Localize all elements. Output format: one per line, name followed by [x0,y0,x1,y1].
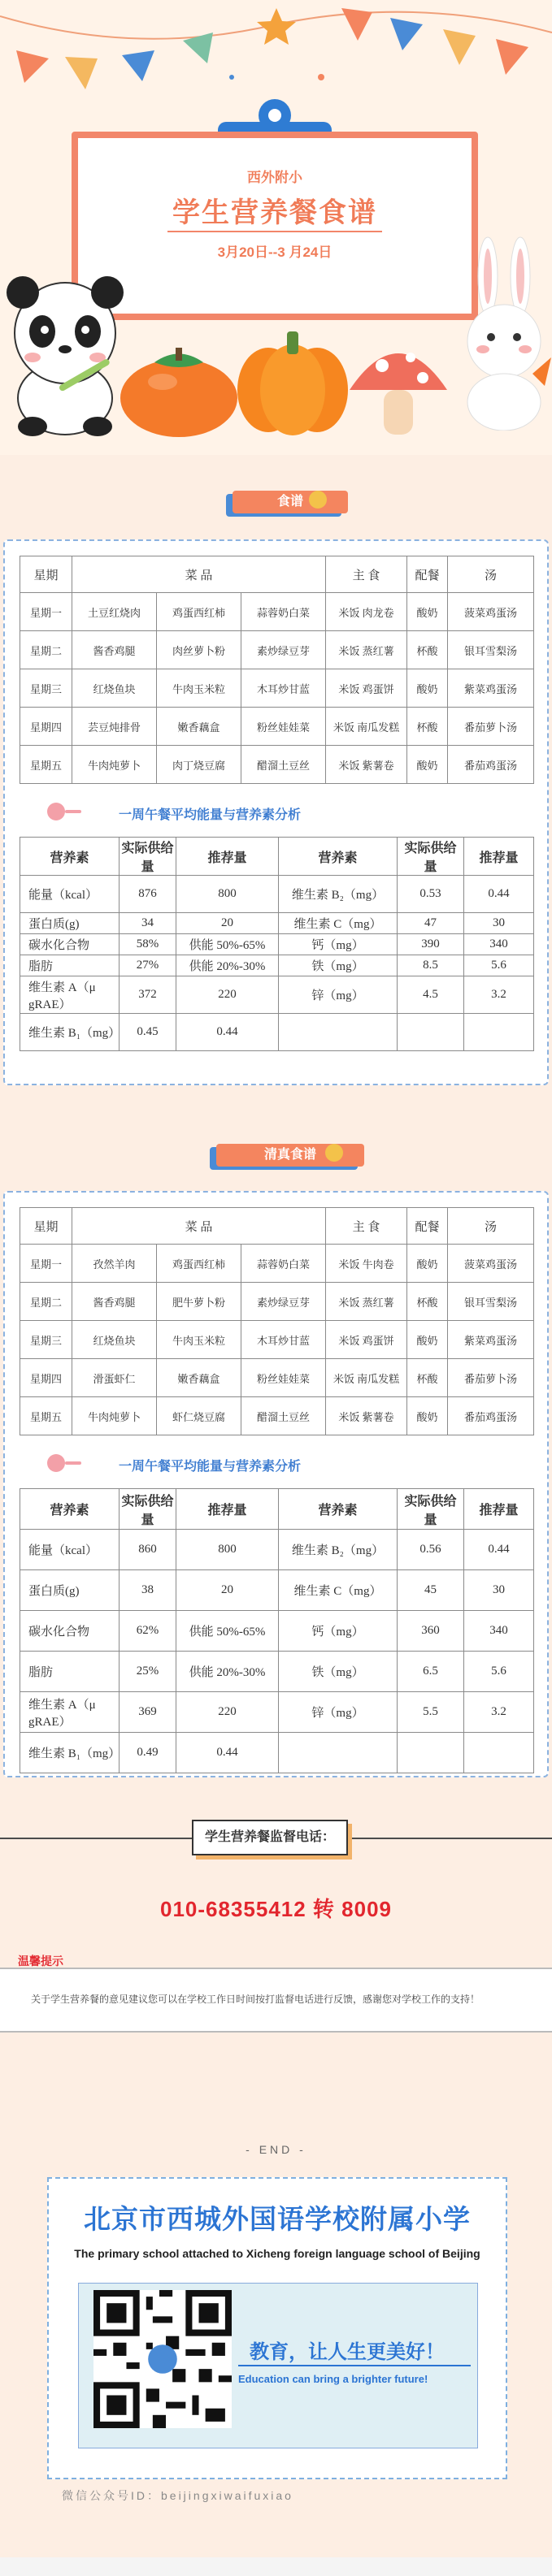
cell: 30 [464,913,534,934]
cell: 维生素 B₁（mg） [20,1014,120,1051]
cell: 25% [120,1652,176,1692]
table-row [20,913,534,934]
cell: 340 [464,934,534,955]
table-row [20,593,534,631]
analysis-title: 一周午餐平均能量与营养素分析 [119,808,302,822]
cell: 星期四 [20,708,72,746]
cell: 肉丝萝卜粉 [157,631,241,669]
cell: 蛋白质(g) [20,913,120,934]
cell: 360 [398,1611,464,1652]
header-cell: 实际供给量 [120,838,176,876]
header-cell: 推荐量 [464,1489,534,1530]
cell: 锌（mg） [279,976,398,1014]
leaf-icon [325,1144,343,1162]
cell: 酱香鸡腿 [72,1283,157,1321]
cell: 米饭 肉龙卷 [326,593,407,631]
cell: 酸奶 [407,1397,448,1435]
cell: 米饭 紫薯卷 [326,1397,407,1435]
cell: 木耳炒甘蓝 [241,669,326,708]
header-staple: 主 食 [326,556,407,593]
cell: 20 [176,913,279,934]
cell: 供能 50%-65% [176,1611,279,1652]
header-side: 配餐 [407,1208,448,1245]
cell: 番茄萝卜汤 [448,708,534,746]
table-row [20,669,534,708]
cell: 47 [398,913,464,934]
cell: 星期四 [20,1359,72,1397]
header-cell: 营养素 [20,1489,120,1530]
table-row [20,1397,534,1435]
cell: 滑蛋虾仁 [72,1359,157,1397]
cell: 3.2 [464,1692,534,1733]
cell: 米饭 紫薯卷 [326,746,407,784]
cell: 素炒绿豆芽 [241,631,326,669]
cell: 星期三 [20,669,72,708]
halal-menu-table [20,1207,534,1435]
tips-box [0,1968,552,2033]
nutrition-header-row [20,838,534,876]
cell: 369 [120,1692,176,1733]
cell: 酸奶 [407,1321,448,1359]
cell: 220 [176,976,279,1014]
cell: 肥牛萝卜粉 [157,1283,241,1321]
cell: 粉丝娃娃菜 [241,1359,326,1397]
cell: 维生素 A（μ gRAE） [20,1692,120,1733]
cell: 菠菜鸡蛋汤 [448,593,534,631]
cell: 20 [176,1570,279,1611]
table-row [20,1014,534,1051]
cell [398,1014,464,1051]
cell: 0.44 [464,876,534,913]
cell: 星期五 [20,746,72,784]
cell: 银耳雪梨汤 [448,631,534,669]
cell: 铁（mg） [279,1652,398,1692]
cell: 嫩香藕盒 [157,708,241,746]
header-cell: 营养素 [20,838,120,876]
cell: 牛肉炖萝卜 [72,1397,157,1435]
supervision-phone[interactable]: 010-68355412 转 8009 [159,1897,392,1921]
school-name: 北京市西城外国语学校附属小学 [84,2204,471,2234]
cell: 0.44 [176,1014,279,1051]
cell: 0.53 [398,876,464,913]
qr-code-icon[interactable] [93,2290,232,2428]
cell: 62% [120,1611,176,1652]
halal-nutrition-table [20,1488,534,1773]
bottom-bar [0,2557,552,2576]
cell: 杯酸 [407,1359,448,1397]
cell: 维生素 C（mg） [279,1570,398,1611]
cell: 维生素 C（mg） [279,913,398,934]
cell: 6.5 [398,1652,464,1692]
cell: 米饭 南瓜发糕 [326,708,407,746]
tips-tag: 温馨提示 [18,1955,63,1968]
date-range: 3月20日--3 月24日 [217,245,333,260]
cell: 杯酸 [407,631,448,669]
cell: 蒜蓉奶白菜 [241,593,326,631]
header-cell: 营养素 [279,1489,398,1530]
header-dishes: 菜 品 [72,1208,326,1245]
cell: 星期三 [20,1321,72,1359]
cell: 米饭 牛肉卷 [326,1245,407,1283]
cell: 星期二 [20,631,72,669]
header-banner [0,0,552,455]
bullet-icon [47,803,65,820]
page-title: 学生营养餐食谱 [172,197,377,228]
cell: 蒜蓉奶白菜 [241,1245,326,1283]
table-row [20,631,534,669]
cell: 372 [120,976,176,1014]
cell: 牛肉玉米粒 [157,669,241,708]
cell: 虾仁烧豆腐 [157,1397,241,1435]
cell: 杯酸 [407,708,448,746]
cell: 脂肪 [20,1652,120,1692]
cell: 0.44 [176,1733,279,1773]
cell [279,1733,398,1773]
header-cell: 营养素 [279,838,398,876]
analysis-title: 一周午餐平均能量与营养素分析 [119,1460,302,1474]
cell: 粉丝娃娃菜 [241,708,326,746]
cell: 星期五 [20,1397,72,1435]
bullet-icon [47,1454,65,1472]
cell: 5.5 [398,1692,464,1733]
cell: 能量（kcal） [20,1530,120,1570]
cell [279,1014,398,1051]
supervision-label: 学生营养餐监督电话： [192,1820,348,1855]
cell: 锌（mg） [279,1692,398,1733]
cell: 30 [464,1570,534,1611]
table-row [20,1652,534,1692]
cell: 鸡蛋西红柿 [157,1245,241,1283]
table-row [20,955,534,976]
cell: 876 [120,876,176,913]
cell: 银耳雪梨汤 [448,1283,534,1321]
cell: 紫菜鸡蛋汤 [448,1321,534,1359]
table-row [20,976,534,1014]
title-divider [167,231,382,232]
cell: 8.5 [398,955,464,976]
cell: 维生素 A（μ gRAE） [20,976,120,1014]
cell [398,1733,464,1773]
cell: 米饭 南瓜发糕 [326,1359,407,1397]
table-row [20,708,534,746]
halal-menu-card [3,1191,549,1777]
header-side: 配餐 [407,556,448,593]
header-cell: 实际供给量 [398,838,464,876]
cell: 芸豆炖排骨 [72,708,157,746]
cell: 45 [398,1570,464,1611]
table-row [20,746,534,784]
cell: 钙（mg） [279,1611,398,1652]
cell: 0.45 [120,1014,176,1051]
table-row [20,1283,534,1321]
cell: 58% [120,934,176,955]
cell: 牛肉玉米粒 [157,1321,241,1359]
cell: 38 [120,1570,176,1611]
nutrition-header-row [20,1489,534,1530]
end-marker: - END - [246,2143,306,2156]
cell: 木耳炒甘蓝 [241,1321,326,1359]
cell: 碳水化合物 [20,1611,120,1652]
cell: 供能 20%-30% [176,955,279,976]
table-row [20,1530,534,1570]
tips-text: 关于学生营养餐的意见建议您可以在学校工作日时间按打监督电话进行反馈，感谢您对学校工作的支持！ [31,1994,480,2005]
cell: 肉丁烧豆腐 [157,746,241,784]
menu-header-row [20,556,534,593]
menu-header-row [20,1208,534,1245]
pumpkin-illustration [232,317,354,439]
table-row [20,876,534,913]
table-row [20,1692,534,1733]
cell: 番茄鸡蛋汤 [448,746,534,784]
cell: 蛋白质(g) [20,1570,120,1611]
cell: 嫩香藕盒 [157,1359,241,1397]
cell: 酸奶 [407,746,448,784]
cell: 米饭 鸡蛋饼 [326,669,407,708]
cell: 0.49 [120,1733,176,1773]
cell: 脂肪 [20,955,120,976]
cell: 酸奶 [407,593,448,631]
cell: 860 [120,1530,176,1570]
cell: 番茄鸡蛋汤 [448,1397,534,1435]
cell: 维生素 B₂（mg） [279,876,398,913]
header-cell: 推荐量 [176,1489,279,1530]
table-row [20,1359,534,1397]
cell: 800 [176,1530,279,1570]
cell: 孜然羊肉 [72,1245,157,1283]
cell: 星期二 [20,1283,72,1321]
cell: 醋溜土豆丝 [241,746,326,784]
cell: 米饭 蒸红薯 [326,631,407,669]
menu-table [20,556,534,784]
cell: 素炒绿豆芽 [241,1283,326,1321]
cell: 醋溜土豆丝 [241,1397,326,1435]
slogan-english: Education can bring a brighter future! [238,2373,428,2385]
cell: 米饭 蒸红薯 [326,1283,407,1321]
cell: 27% [120,955,176,976]
cell: 鸡蛋西红柿 [157,593,241,631]
table-row [20,1245,534,1283]
header-soup: 汤 [448,556,534,593]
cell: 杯酸 [407,1283,448,1321]
cell: 牛肉炖萝卜 [72,746,157,784]
cell: 米饭 鸡蛋饼 [326,1321,407,1359]
bunting-flags [0,0,552,97]
cell: 220 [176,1692,279,1733]
header-dishes: 菜 品 [72,556,326,593]
cell: 菠菜鸡蛋汤 [448,1245,534,1283]
cell: 星期一 [20,1245,72,1283]
cell: 星期一 [20,593,72,631]
rabbit-illustration [455,236,552,431]
leaf-icon [309,491,327,509]
cell: 800 [176,876,279,913]
cell: 钙（mg） [279,934,398,955]
school-english-name: The primary school attached to Xicheng foreign language school of Beijing [74,2247,480,2260]
title-board [72,132,478,320]
cell: 酸奶 [407,1245,448,1283]
cell: 34 [120,913,176,934]
persimmon-illustration [114,341,244,439]
mushroom-illustration [341,325,455,439]
cell: 3.2 [464,976,534,1014]
cell: 土豆红烧肉 [72,593,157,631]
slogan-panel [78,2283,478,2448]
nutrition-table [20,837,534,1051]
cell: 340 [464,1611,534,1652]
header-staple: 主 食 [326,1208,407,1245]
cell: 维生素 B₁（mg） [20,1733,120,1773]
header-cell: 推荐量 [464,838,534,876]
cell: 红烧鱼块 [72,669,157,708]
cell: 5.6 [464,955,534,976]
cell: 供能 50%-65% [176,934,279,955]
cell: 番茄萝卜汤 [448,1359,534,1397]
header-cell: 实际供给量 [398,1489,464,1530]
panda-illustration [0,268,130,439]
cell: 酱香鸡腿 [72,631,157,669]
cell: 铁（mg） [279,955,398,976]
cell: 0.56 [398,1530,464,1570]
cell: 5.6 [464,1652,534,1692]
cell: 0.44 [464,1530,534,1570]
school-short-name: 西外附小 [247,170,302,185]
table-row [20,1570,534,1611]
slogan-chinese: 教育，让人生更美好！ [250,2341,445,2363]
header-cell: 实际供给量 [120,1489,176,1530]
cell [464,1014,534,1051]
header-soup: 汤 [448,1208,534,1245]
header-day: 星期 [20,1208,72,1245]
cell: 390 [398,934,464,955]
header-cell: 推荐量 [176,838,279,876]
footer-card [47,2177,507,2479]
cell: 碳水化合物 [20,934,120,955]
table-row [20,1611,534,1652]
table-row [20,1733,534,1773]
cell [464,1733,534,1773]
menu-card [3,539,549,1085]
header-day: 星期 [20,556,72,593]
table-row [20,934,534,955]
cell: 4.5 [398,976,464,1014]
cell: 酸奶 [407,669,448,708]
cell: 红烧鱼块 [72,1321,157,1359]
cell: 供能 20%-30% [176,1652,279,1692]
section-label-halal-menu: 清真食谱 [216,1144,364,1167]
slogan-divider [238,2365,471,2366]
cell: 紫菜鸡蛋汤 [448,669,534,708]
section-label-menu: 食谱 [233,491,348,513]
cell: 能量（kcal） [20,876,120,913]
wechat-id: 微信公众号ID：beijingxiwaifuxiao [62,2489,293,2502]
cell: 维生素 B₂（mg） [279,1530,398,1570]
table-row [20,1321,534,1359]
